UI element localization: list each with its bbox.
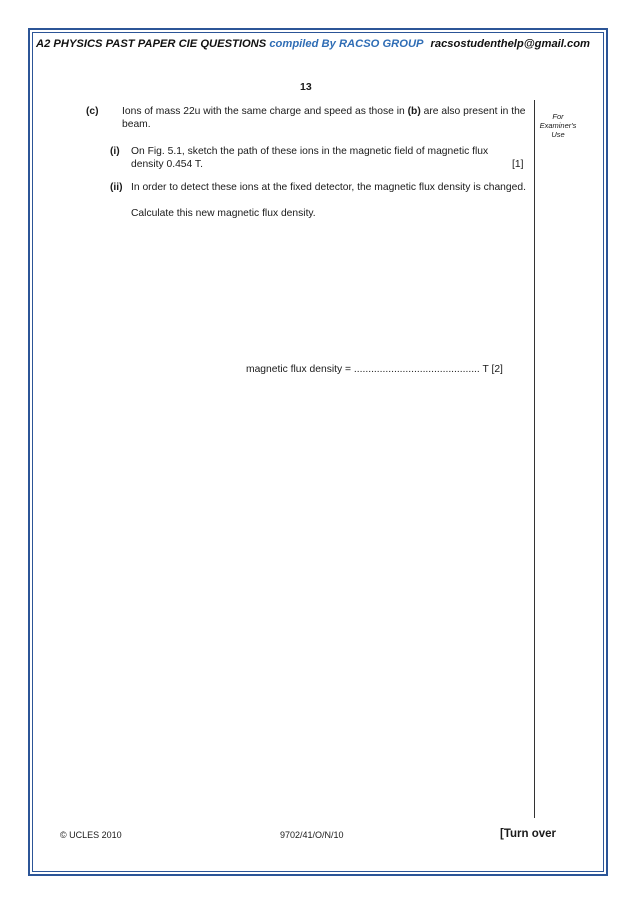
examiner-use-note: For Examiner's Use <box>539 112 577 139</box>
part-ii-text: In order to detect these ions at the fixed detector, the magnetic flux density is changed. <box>131 182 526 193</box>
turn-over-label: [Turn over <box>500 828 557 840</box>
question-c-text-start: Ions of mass 22u with the same charge and speed as those in <box>122 106 408 117</box>
answer-unit: T <box>482 364 489 375</box>
examiner-margin-line <box>534 100 535 818</box>
part-i-marks: [1] <box>512 159 524 170</box>
header-title-main: A2 PHYSICS PAST PAPER CIE QUESTIONS <box>36 38 267 50</box>
part-ii-label: (ii) <box>110 182 123 193</box>
answer-label: magnetic flux density = <box>246 364 352 375</box>
answer-dots: ............................................ <box>353 364 480 375</box>
header-compiled-by: compiled By RACSO GROUP <box>269 38 424 50</box>
part-i-label: (i) <box>110 146 120 157</box>
header-title <box>36 38 424 50</box>
part-ii-instruction: Calculate this new magnetic flux density. <box>131 208 316 219</box>
question-c-text-end: are also present in the beam. <box>122 106 526 130</box>
part-i-text: On Fig. 5.1, sketch the path of these ions in the magnetic field of magnetic flux density 0.454 T. <box>131 146 489 170</box>
header-email: racsostudenthelp@gmail.com <box>430 38 590 50</box>
page-number: 13 <box>300 81 312 93</box>
question-c-ref: (b) <box>407 106 421 117</box>
footer-copyright: © UCLES 2010 <box>60 830 122 840</box>
question-c-label: (c) <box>86 106 99 117</box>
answer-line <box>246 364 503 375</box>
footer-paper-code: 9702/41/O/N/10 <box>280 830 344 840</box>
question-c-text <box>122 106 530 131</box>
answer-marks: [2] <box>491 364 503 375</box>
